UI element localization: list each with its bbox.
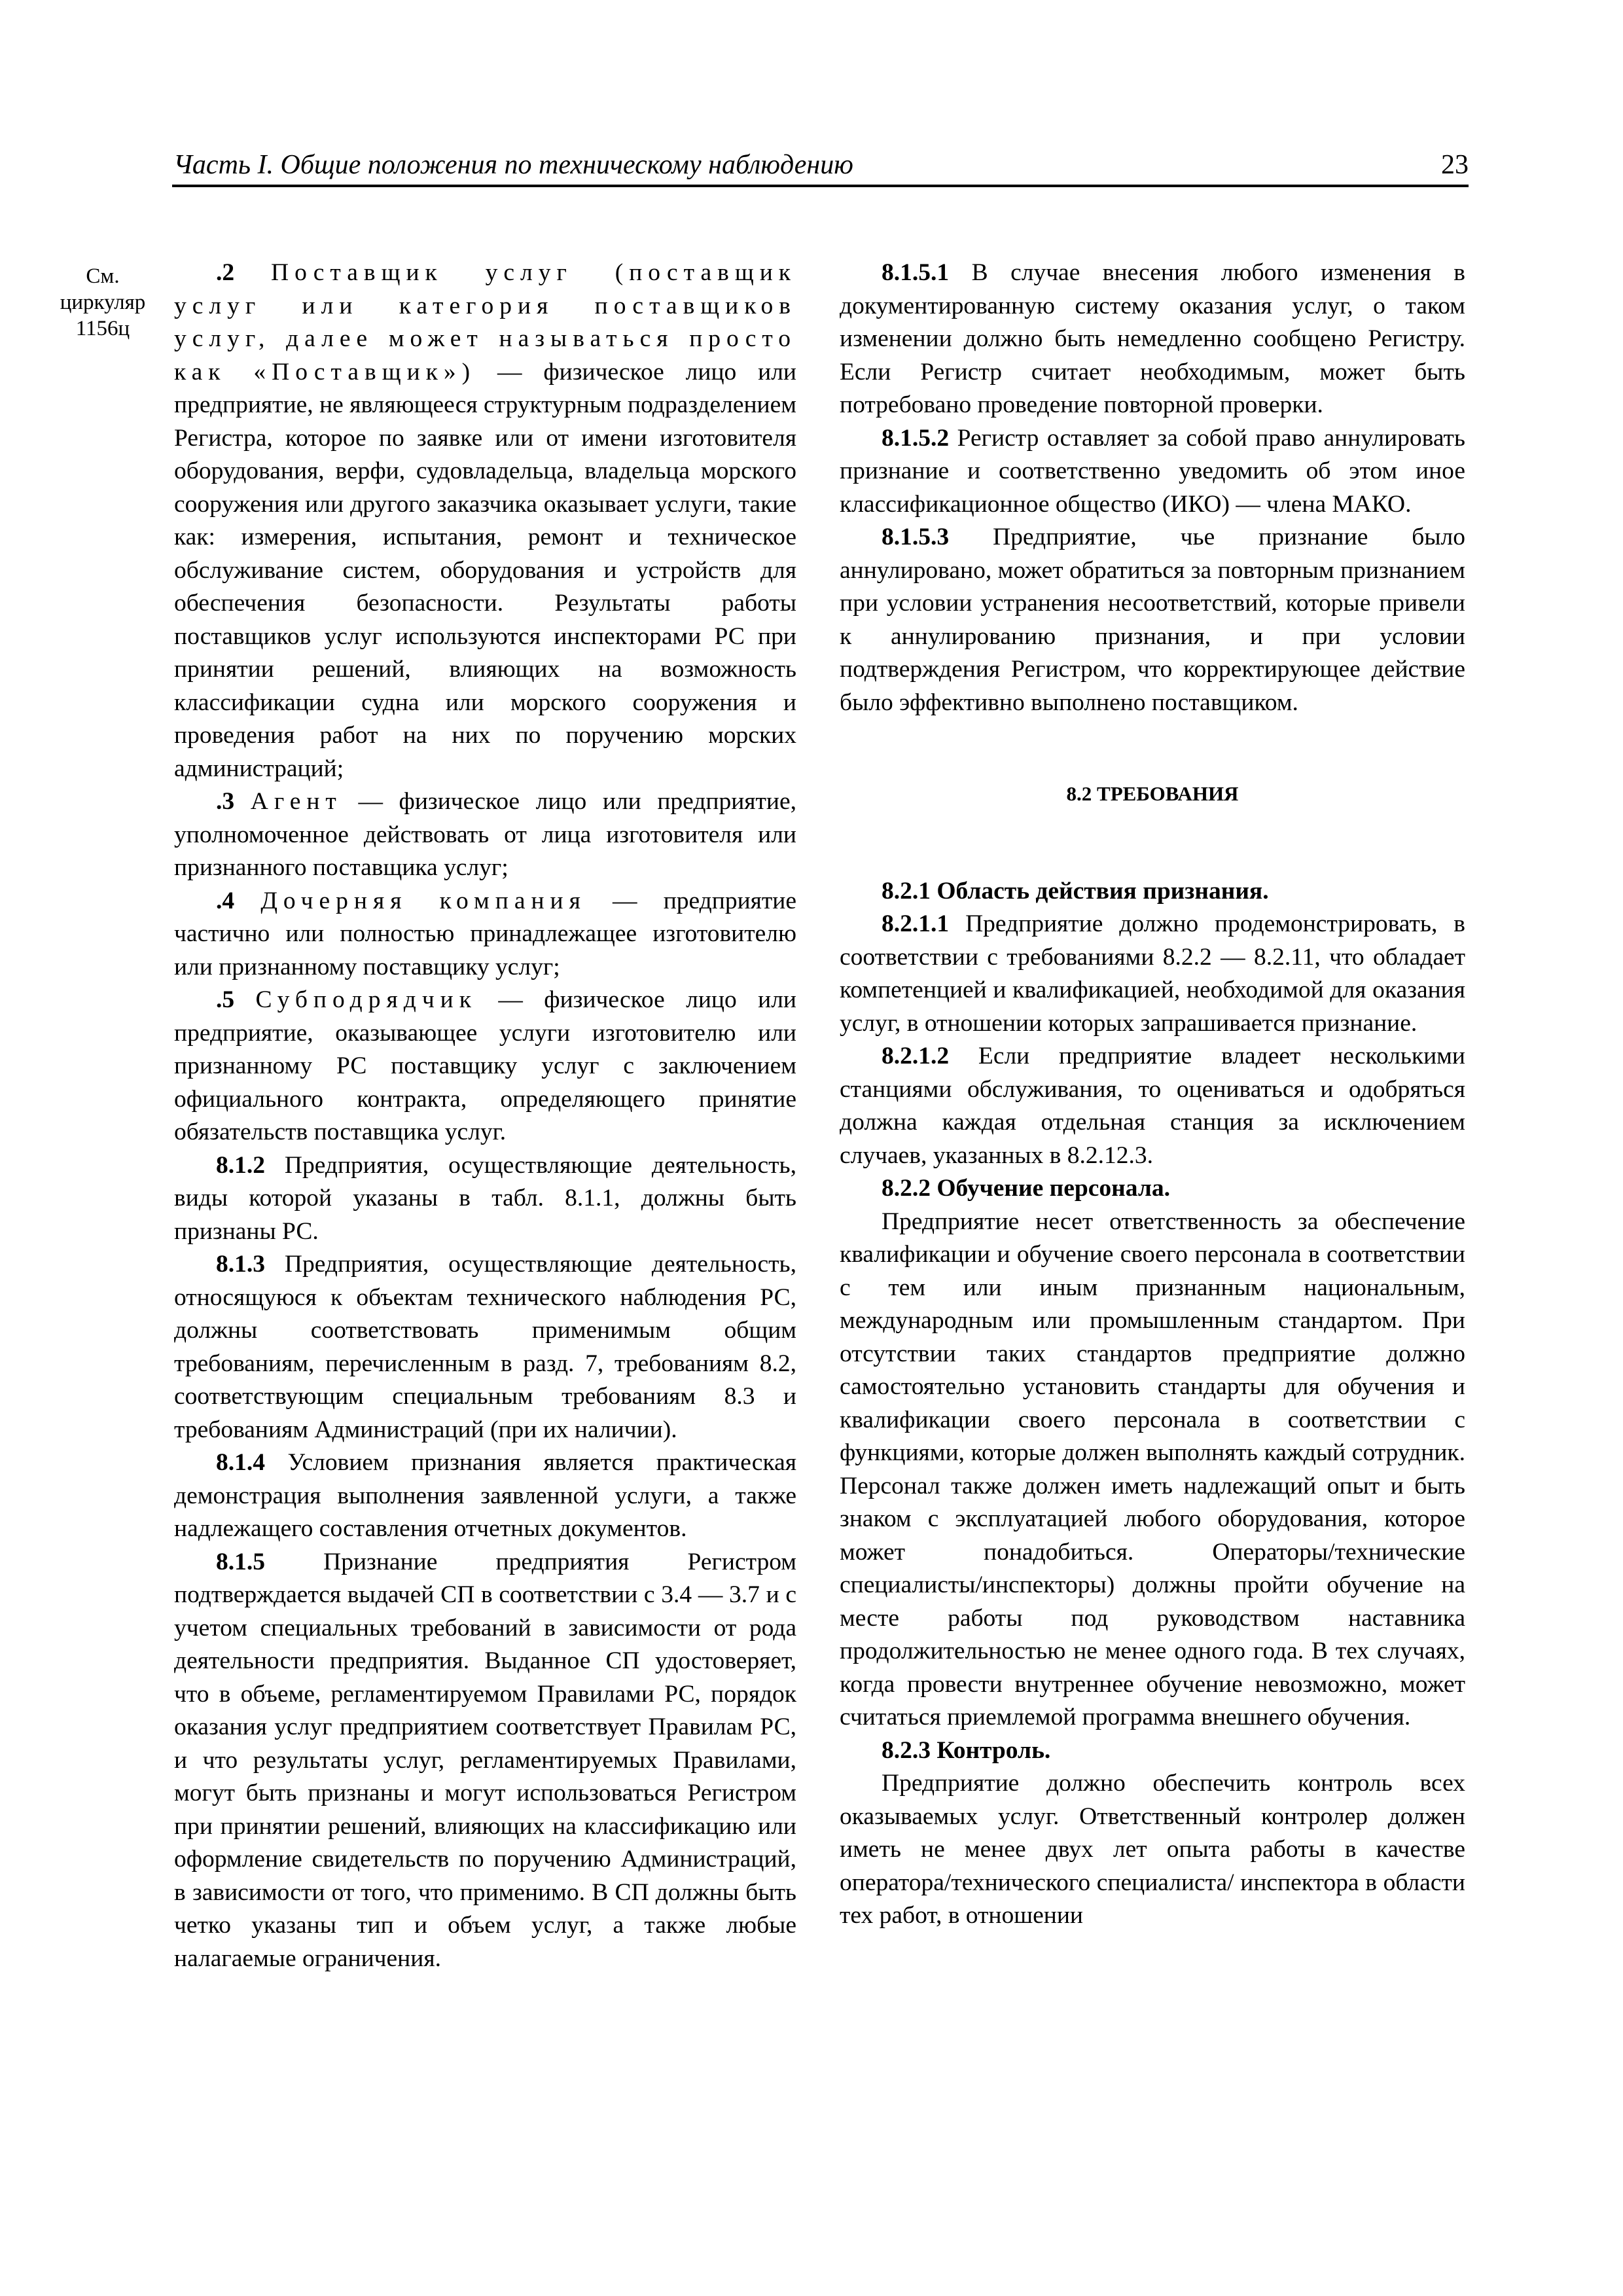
body-paragraph: Предприятие должно обеспечить контроль всех оказываемых услуг. Ответственный контролер должен иметь не менее двух лет опыта работы в качестве оператора/технического специалиста/ инспектора в области тех работ, в отношении [840, 1770, 1465, 1929]
definition-paragraph [174, 984, 796, 1149]
paragraph-text: Условием признания является практическая демонстрация выполнения заявленной услуги, а также надлежащего составления отчетных документов. [174, 1449, 796, 1542]
item-number: .5 [216, 986, 235, 1013]
paragraph-text: — физическое лицо или предприятие, оказывающее услуги изготовителю или признанному РС поставщику услуг с заключением официального контракта, определяющего принятие обязательств поставщика услуг. [174, 986, 796, 1145]
margin-note-line: 1156ц [75, 317, 130, 340]
subsection-heading-text: 8.2.3 Контроль. [882, 1736, 1051, 1764]
paragraph-text: Предприятия, осуществляющие деятельность, относящуюся к объектам технического наблюдения РС, должны соответствовать применимым общим требованиям, перечисленным в разд. 7, требованиям 8.2, соответствующим специальным требованиям 8.3 и требованиям Администраций (при их наличии). [174, 1251, 796, 1443]
defined-term: Субподрядчик [255, 986, 477, 1013]
subsection-heading [840, 875, 1465, 908]
item-number: .4 [216, 887, 235, 914]
margin-note-line: циркуляр [60, 291, 146, 314]
subsection-heading-text: 8.2.2 Обучение персонала. [882, 1175, 1170, 1202]
clause-paragraph [840, 422, 1465, 522]
clause-number: 8.1.3 [216, 1251, 265, 1278]
item-number: .3 [216, 788, 235, 815]
clause-number: 8.1.2 [216, 1151, 265, 1179]
defined-term: Поставщик услуг (поставщик услуг или категория поставщиков услуг, далее может называться просто как «Поставщик») [174, 259, 796, 386]
clause-paragraph [840, 908, 1465, 1040]
section-heading: 8.2 ТРЕБОВАНИЯ [1066, 782, 1239, 805]
clause-paragraph [174, 1546, 796, 1976]
clause-number: 8.2.1.1 [882, 910, 950, 937]
margin-note-line: См. [86, 264, 120, 288]
header-title: Часть I. Общие положения по техническому наблюдению [173, 150, 853, 180]
subsection-heading [840, 1172, 1465, 1206]
definition-paragraph [174, 885, 796, 984]
clause-number: 8.1.5 [216, 1548, 265, 1575]
paragraph-text: В случае внесения любого изменения в документированную систему оказания услуг, о таком изменении должно быть немедленно сообщено Регистру. Если Регистр считает необходимым, может быть потребовано проведение повторной проверки. [840, 259, 1465, 418]
defined-term: Дочерняя компания [260, 887, 586, 914]
right-column [840, 257, 1465, 1933]
paragraph-text: Предприятие, чье признание было аннулировано, может обратиться за повторным признанием при условии устранения несоответствий, которые привели к аннулированию признания, и при условии подтверждения Регистром, что корректирующее действие было эффективно выполнено поставщиком. [840, 524, 1465, 716]
clause-paragraph [840, 257, 1465, 422]
clause-number: 8.1.5.1 [882, 259, 950, 286]
clause-paragraph [174, 1446, 796, 1546]
item-number: .2 [216, 259, 235, 286]
body-paragraph: Предприятие несет ответственность за обеспечение квалификации и обучение своего персонала в соответствии с тем или иным признанным национальным, международным или промышленным стандартом. При отсутствии таких стандартов предприятие должно самостоятельно установить стандарты для обучения и квалификации своего персонала в соответствии с функциями, которые должен выполнять каждый сотрудник. Персонал также должен иметь надлежащий опыт и быть знаком с эксплуатацией любого оборудования, которое может понадобиться. Операторы/технические специалисты/инспекторы) должны пройти обучение на месте работы под руководством наставника продолжительностью не менее одного года. В тех случаях, когда провести внутреннее обучение невозможно, может считаться приемлемой программа внешнего обучения. [840, 1208, 1465, 1731]
page-number: 23 [1441, 150, 1469, 180]
paragraph-text: Признание предприятия Регистром подтверждается выдачей СП в соответствии с 3.4 — 3.7 и с учетом специальных требований в зависимости от рода деятельности предприятия. Выданное СП удостоверяет, что в объеме, регламентируемом Правилами РС, порядок оказания услуг предприятием соответствует Правилам РС, и что результаты услуг, регламентируемых Правилами, могут быть признаны и могут использоваться Регистром при принятии решений, влияющих на классификацию или оформление свидетельств по поручению Администраций, в зависимости от того, что применимо. В СП должны быть четко указаны тип и объем услуг, а также любые налагаемые ограничения. [174, 1548, 796, 1972]
paragraph-text: Предприятие должно продемонстрировать, в соответствии с требованиями 8.2.2 — 8.2.11, что обладает компетенцией и квалификацией, необходимой для оказания услуг, в отношении которых запрашивается признание. [840, 910, 1465, 1037]
paragraph-text: — физическое лицо или предприятие, не являющееся структурным подразделением Регистра, которое по заявке или от имени изготовителя оборудования, верфи, судовладельца, владельца морского сооружения или другого заказчика оказывает услуги, такие как: измерения, испытания, ремонт и техническое обслуживание систем, оборудования и устройств для обеспечения безопасности. Результаты работы поставщиков услуг используются инспекторами РС при принятии решений, влияющих на возможность классификации судна или морского сооружения и проведения работ на них по поручению морских администраций; [174, 358, 796, 782]
paragraph-text: Регистр оставляет за собой право аннулировать признание и соответственно уведомить об этом иное классификационное общество (ИКО) — члена МАКО. [840, 424, 1465, 518]
paragraph-text: Предприятия, осуществляющие деятельность, виды которой указаны в табл. 8.1.1, должны быть признаны РС. [174, 1151, 796, 1245]
clause-paragraph [840, 521, 1465, 719]
clause-paragraph [174, 1149, 796, 1249]
paragraph-text: Если предприятие владеет несколькими станциями обслуживания, то оцениваться и одобряться должна каждая отдельная станция за исключением случаев, указанных в 8.2.12.3. [840, 1043, 1465, 1169]
definition-paragraph [174, 257, 796, 785]
clause-number: 8.1.5.2 [882, 424, 950, 452]
subsection-heading [840, 1734, 1465, 1768]
margin-note [54, 263, 152, 342]
clause-number: 8.1.4 [216, 1449, 265, 1476]
left-column [174, 257, 796, 1975]
paragraph-text: — физическое лицо или предприятие, уполномоченное действовать от лица изготовителя или признанного поставщика услуг; [174, 788, 797, 881]
clause-number: 8.2.1.2 [882, 1043, 950, 1069]
defined-term: Агент [250, 788, 342, 815]
subsection-heading-text: 8.2.1 Область действия признания. [882, 877, 1269, 905]
clause-paragraph [840, 1040, 1465, 1172]
clause-paragraph [174, 1248, 796, 1446]
paragraph-text: — предприятие частично или полностью принадлежащее изготовителю или признанному поставщику услуг; [174, 887, 797, 980]
clause-number: 8.1.5.3 [882, 524, 950, 550]
running-header [172, 145, 1469, 187]
definition-paragraph [174, 785, 796, 885]
